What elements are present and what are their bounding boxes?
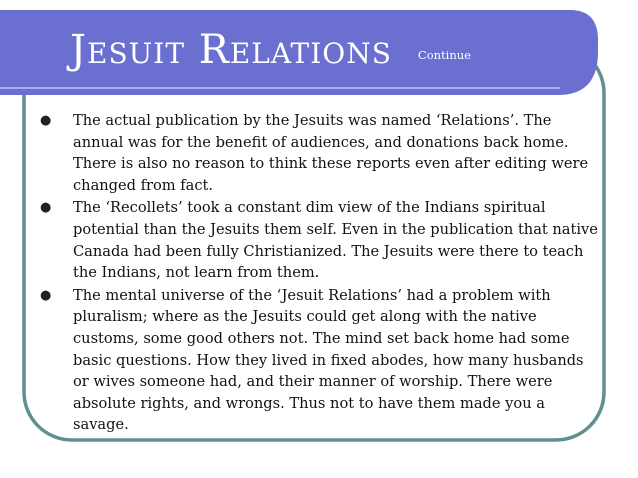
slide-subtitle: Continue xyxy=(417,48,471,62)
bullet-item xyxy=(40,285,600,436)
bullet-dot-icon: ● xyxy=(40,287,52,303)
bullet-item xyxy=(40,197,600,283)
bullet-text: The ‘Recollets’ took a constant dim view of the Indians spiritual potential than the Jesuits them self. Even in the publication that native Canada had been fully Christianized. The Jesuits were there to teach the Indians, not learn from them. xyxy=(73,199,598,282)
slide-title: Jesuit Relations xyxy=(70,27,392,73)
bullet-text: The mental universe of the ‘Jesuit Relations’ had a problem with pluralism; where as the Jesuits could get along with the native customs, some good others not. The mind set back home had some basic questions. How they lived in fixed abodes, how many husbands or wives someone had, and their manner of worship. There were absolute rights, and wrongs. Thus not to have them made you a savage. xyxy=(73,286,584,434)
bullet-dot-icon: ● xyxy=(40,113,52,128)
bullet-text: The actual publication by the Jesuits was named ‘Relations’. The annual was for the benefit of audiences, and donations back home. There is also no reason to think these reports even after editing were changed from fact. xyxy=(73,112,589,194)
title-row xyxy=(70,27,471,74)
bullet-list xyxy=(40,110,600,437)
bullet-dot-icon: ● xyxy=(40,200,52,216)
bullet-item xyxy=(40,110,600,196)
